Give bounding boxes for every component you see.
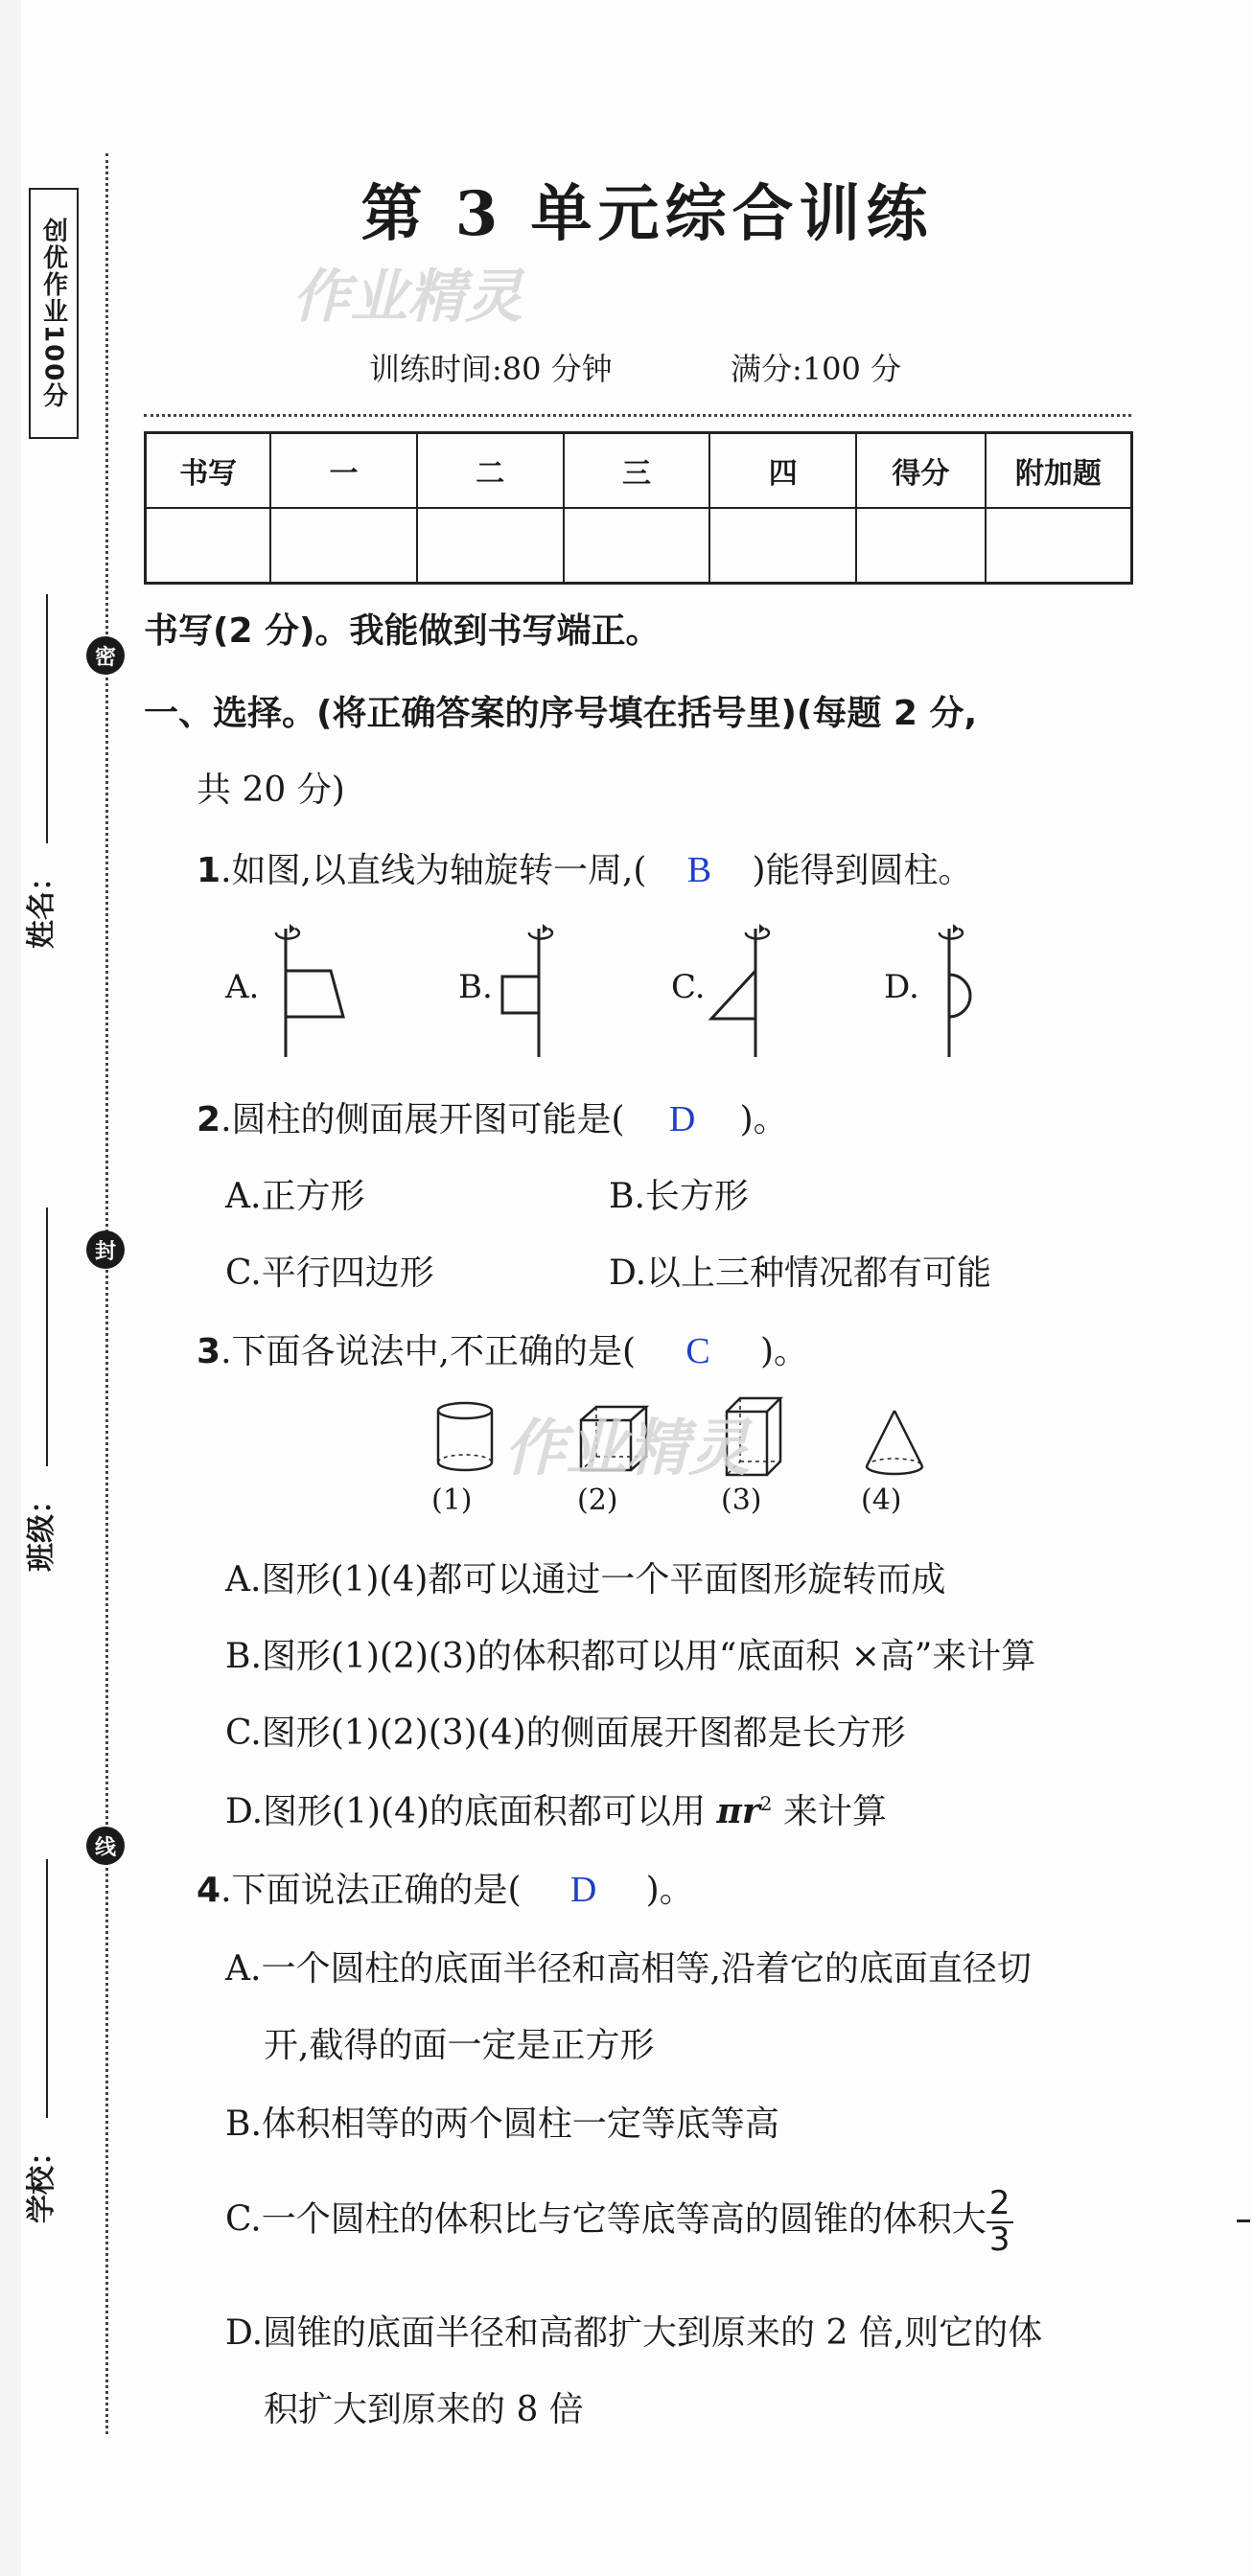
question-text-after: )。 <box>760 1332 809 1371</box>
score-header-cell: 得分 <box>856 433 986 509</box>
binding-dotted-line <box>105 153 108 2434</box>
brand-text: 创优作业100分 <box>38 217 68 410</box>
q3-figure-cylinder <box>431 1399 499 1476</box>
score-header-cell: 书写 <box>146 433 271 509</box>
score-blank-cell[interactable] <box>270 508 417 584</box>
q4-option-c <box>225 2184 1013 2259</box>
score-header-cell: 一 <box>270 433 417 509</box>
q4-option-d-line1: D.圆锥的底面半径和高都扩大到原来的 2 倍,则它的体 <box>225 2313 1043 2353</box>
class-label: 班级： <box>25 1485 58 1572</box>
q1-option-b-label: B. <box>458 968 493 1006</box>
score-blank-cell[interactable] <box>986 508 1132 584</box>
score-blank-cell[interactable] <box>856 508 986 584</box>
score-header-cell: 四 <box>709 433 856 509</box>
formula-pi-r: πr <box>716 1791 760 1831</box>
question-text: .圆柱的侧面展开图可能是( <box>221 1100 625 1139</box>
question-text-after: )。 <box>645 1871 694 1910</box>
fraction-two-thirds <box>987 2184 1013 2259</box>
question-4 <box>197 1863 694 1912</box>
question-text: .下面各说法中,不正确的是( <box>221 1332 636 1371</box>
name-label: 姓名： <box>25 862 58 949</box>
question-number: 4 <box>197 1871 221 1910</box>
time-info: 训练时间:80 分钟 <box>369 351 613 387</box>
seal-mi: 密 <box>86 636 125 675</box>
answer-blank[interactable]: D <box>569 1870 597 1910</box>
q4-option-a-line1: A.一个圆柱的底面半径和高相等,沿着它的底面直径切 <box>225 1949 1032 1989</box>
formula-exponent: 2 <box>759 1792 773 1815</box>
page-title: 第 3 单元综合训练 <box>360 178 934 250</box>
answer-blank[interactable]: B <box>686 850 712 890</box>
q3-caption-3: (3) <box>721 1484 762 1517</box>
score-blank-cell[interactable] <box>709 508 856 584</box>
section1-heading-line2: 共 20 分) <box>197 770 345 810</box>
q2-option-c: C.平行四边形 <box>225 1254 434 1293</box>
q4-option-d-line2: 积扩大到原来的 8 倍 <box>264 2390 584 2429</box>
answer-blank[interactable]: D <box>668 1099 696 1139</box>
fraction-numerator: 2 <box>988 2184 1010 2222</box>
score-header-cell: 附加题 <box>986 433 1132 509</box>
header-separator <box>144 414 1131 417</box>
q4-option-a-line2: 开,截得的面一定是正方形 <box>264 2026 655 2065</box>
q1-option-a-label: A. <box>225 968 260 1006</box>
q4-option-c-text: C.一个圆柱的体积比与它等底等高的圆锥的体积大 <box>225 2199 987 2240</box>
q1-option-d-label: D. <box>884 968 919 1006</box>
fraction-denominator: 3 <box>988 2220 1010 2259</box>
score-table <box>144 431 1133 585</box>
score-blank-cell[interactable] <box>146 508 271 584</box>
question-number: 1 <box>197 851 221 890</box>
question-2 <box>197 1092 788 1141</box>
question-text: .如图,以直线为轴旋转一周,( <box>221 851 647 890</box>
question-number: 3 <box>197 1332 221 1371</box>
seal-xian: 线 <box>86 1827 125 1865</box>
q3-option-b: B.图形(1)(2)(3)的体积都可以用“底面积 ×高”来计算 <box>225 1637 1036 1676</box>
q1-figure-trapezoid <box>259 915 364 1059</box>
q2-option-b: B.长方形 <box>609 1177 749 1216</box>
question-text-after: )能得到圆柱。 <box>752 851 973 890</box>
q3-option-d-tail: 来计算 <box>772 1792 887 1831</box>
q3-caption-1: (1) <box>431 1484 473 1517</box>
q2-option-d: D.以上三种情况都有可能 <box>609 1254 992 1293</box>
question-text-after: )。 <box>739 1100 788 1139</box>
watermark-middle: 作业精灵 <box>504 1414 750 1484</box>
score-blank-cell[interactable] <box>564 508 710 584</box>
brand-box <box>29 188 79 439</box>
q1-figure-square <box>489 915 585 1059</box>
q3-option-d-text: D.图形(1)(4)的底面积都可以用 <box>225 1792 707 1831</box>
q3-figure-cone <box>861 1407 928 1480</box>
question-3 <box>197 1324 808 1373</box>
section1-heading-line1: 一、选择。(将正确答案的序号填在括号里)(每题 2 分, <box>144 694 978 733</box>
score-header-cell: 三 <box>564 433 710 509</box>
handwriting-section: 书写(2 分)。我能做到书写端正。 <box>144 611 661 651</box>
q1-figure-triangle <box>700 915 796 1059</box>
q4-option-b: B.体积相等的两个圆柱一定等底等高 <box>225 2104 779 2144</box>
q1-figure-semicircle <box>911 915 1007 1059</box>
q3-option-d <box>225 1784 887 1833</box>
question-text: .下面说法正确的是( <box>221 1871 522 1910</box>
answer-blank[interactable]: C <box>685 1331 710 1371</box>
school-label: 学校： <box>25 2137 58 2223</box>
question-number: 2 <box>197 1100 221 1139</box>
score-header-cell: 二 <box>417 433 564 509</box>
seal-feng: 封 <box>86 1230 125 1269</box>
score-info: 满分:100 分 <box>731 351 902 387</box>
q2-option-a: A.正方形 <box>225 1177 365 1216</box>
class-underline <box>46 1208 48 1466</box>
school-underline <box>46 1859 48 2118</box>
question-1 <box>197 843 973 892</box>
q3-option-c: C.图形(1)(2)(3)(4)的侧面展开图都是长方形 <box>225 1714 906 1753</box>
q1-option-c-label: C. <box>671 968 706 1006</box>
score-table-blank-row <box>146 508 1132 584</box>
q3-caption-2: (2) <box>577 1484 618 1517</box>
watermark-top: 作业精灵 <box>292 264 522 331</box>
q3-option-a: A.图形(1)(4)都可以通过一个平面图形旋转而成 <box>225 1560 946 1599</box>
score-table-header-row <box>146 433 1132 509</box>
q3-caption-4: (4) <box>861 1484 902 1517</box>
edge-mark <box>1237 2220 1250 2222</box>
name-underline <box>46 594 48 843</box>
score-blank-cell[interactable] <box>417 508 564 584</box>
